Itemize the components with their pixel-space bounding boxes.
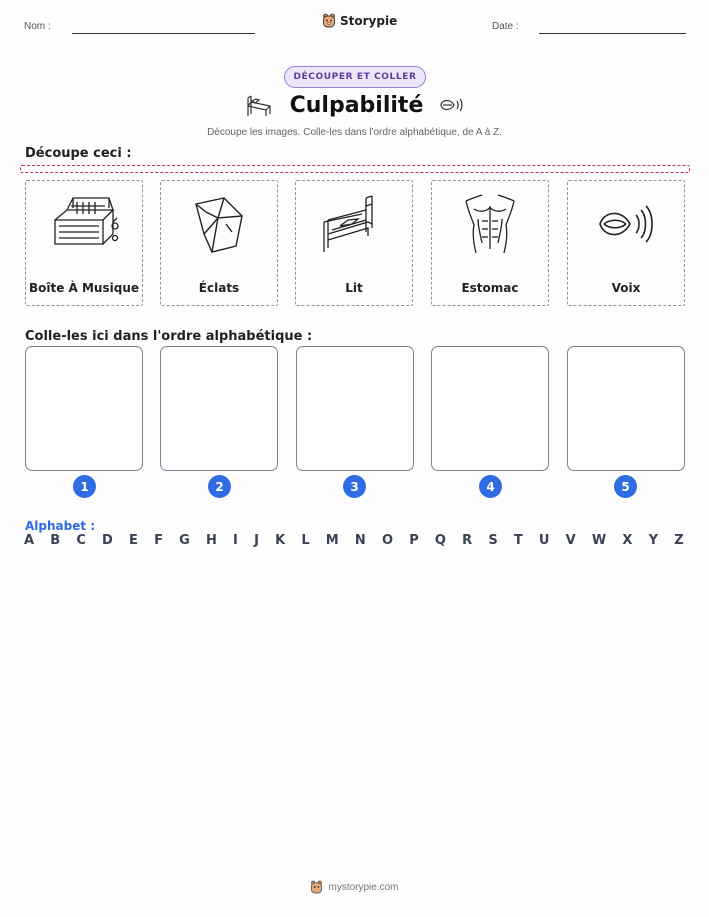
paste-slot-2[interactable] [160, 346, 278, 471]
alphabet-letter: D [102, 533, 113, 548]
alphabet-letter: Q [434, 533, 446, 548]
bed-icon [244, 92, 274, 118]
alphabet-letter: N [354, 533, 366, 548]
alphabet-letter: P [409, 533, 419, 548]
instructions: Découpe les images. Colle-les dans l'ordre alphabétique, de A à Z. [207, 127, 502, 138]
slot-number-4: 4 [479, 475, 502, 498]
alphabet-letter: O [381, 533, 394, 548]
alphabet-letter: G [179, 533, 190, 548]
paste-slot-5[interactable] [567, 346, 685, 471]
alphabet-letter: S [488, 533, 498, 548]
paste-slot-1[interactable] [25, 346, 143, 471]
slot-number-3: 3 [343, 475, 366, 498]
alphabet-letter: K [275, 533, 286, 548]
music-box-icon [47, 192, 121, 256]
cut-section-label: Découpe ceci : [25, 146, 132, 161]
card-label: Voix [611, 281, 641, 295]
alphabet-letter: W [591, 533, 607, 548]
alphabet-letter: H [205, 533, 217, 548]
voice-icon [596, 199, 656, 249]
card-label: Boîte À Musique [28, 281, 140, 295]
activity-badge: DÉCOUPER ET COLLER [284, 66, 426, 88]
alphabet-letter: X [622, 533, 633, 548]
alphabet-letter: L [301, 533, 310, 548]
alphabet-title: Alphabet : [25, 519, 96, 533]
footer [0, 880, 709, 894]
alphabet-letter: M [325, 533, 339, 548]
title-row [0, 92, 709, 118]
cut-card-shards[interactable] [160, 180, 278, 306]
paste-slot-4[interactable] [431, 346, 549, 471]
cut-card-music-box[interactable] [25, 180, 143, 306]
alphabet-letter: I [233, 533, 238, 548]
cut-card-bed[interactable] [295, 180, 413, 306]
cut-line [20, 165, 690, 173]
alphabet-letter: A [24, 533, 35, 548]
alphabet-letter: T [513, 533, 523, 548]
slot-number-2: 2 [208, 475, 231, 498]
paste-slot-3[interactable] [296, 346, 414, 471]
bed-icon [318, 192, 390, 256]
card-label: Éclats [198, 281, 240, 295]
slot-number-5: 5 [614, 475, 637, 498]
alphabet-row [24, 533, 684, 548]
brand-name: Storypie [340, 13, 398, 28]
slot-number-1: 1 [73, 475, 96, 498]
alphabet-letter: Y [648, 533, 659, 548]
brand-logo [322, 13, 397, 28]
alphabet-letter: U [538, 533, 550, 548]
footer-url[interactable]: mystorypie.com [328, 881, 399, 893]
stomach-icon [460, 191, 520, 257]
name-label: Nom : [24, 21, 51, 32]
alphabet-letter: Z [674, 533, 684, 548]
voice-icon [439, 95, 465, 115]
cut-card-stomach[interactable] [431, 180, 549, 306]
storypie-mascot-icon [322, 13, 336, 28]
alphabet-letter: C [76, 533, 86, 548]
alphabet-letter: R [462, 533, 473, 548]
cut-card-voice[interactable] [567, 180, 685, 306]
storypie-mascot-icon [310, 880, 323, 894]
shards-icon [186, 192, 252, 256]
alphabet-letter: E [129, 533, 138, 548]
alphabet-letter: B [50, 533, 61, 548]
paste-section-label: Colle-les ici dans l'ordre alphabétique : [25, 329, 313, 344]
date-line [539, 33, 686, 34]
card-label: Estomac [461, 281, 519, 295]
alphabet-letter: F [154, 533, 163, 548]
card-label: Lit [345, 281, 363, 295]
name-line [72, 33, 255, 34]
alphabet-letter: J [254, 533, 259, 548]
alphabet-letter: V [565, 533, 576, 548]
date-label: Date : [492, 21, 519, 32]
page-title: Culpabilité [289, 92, 424, 118]
